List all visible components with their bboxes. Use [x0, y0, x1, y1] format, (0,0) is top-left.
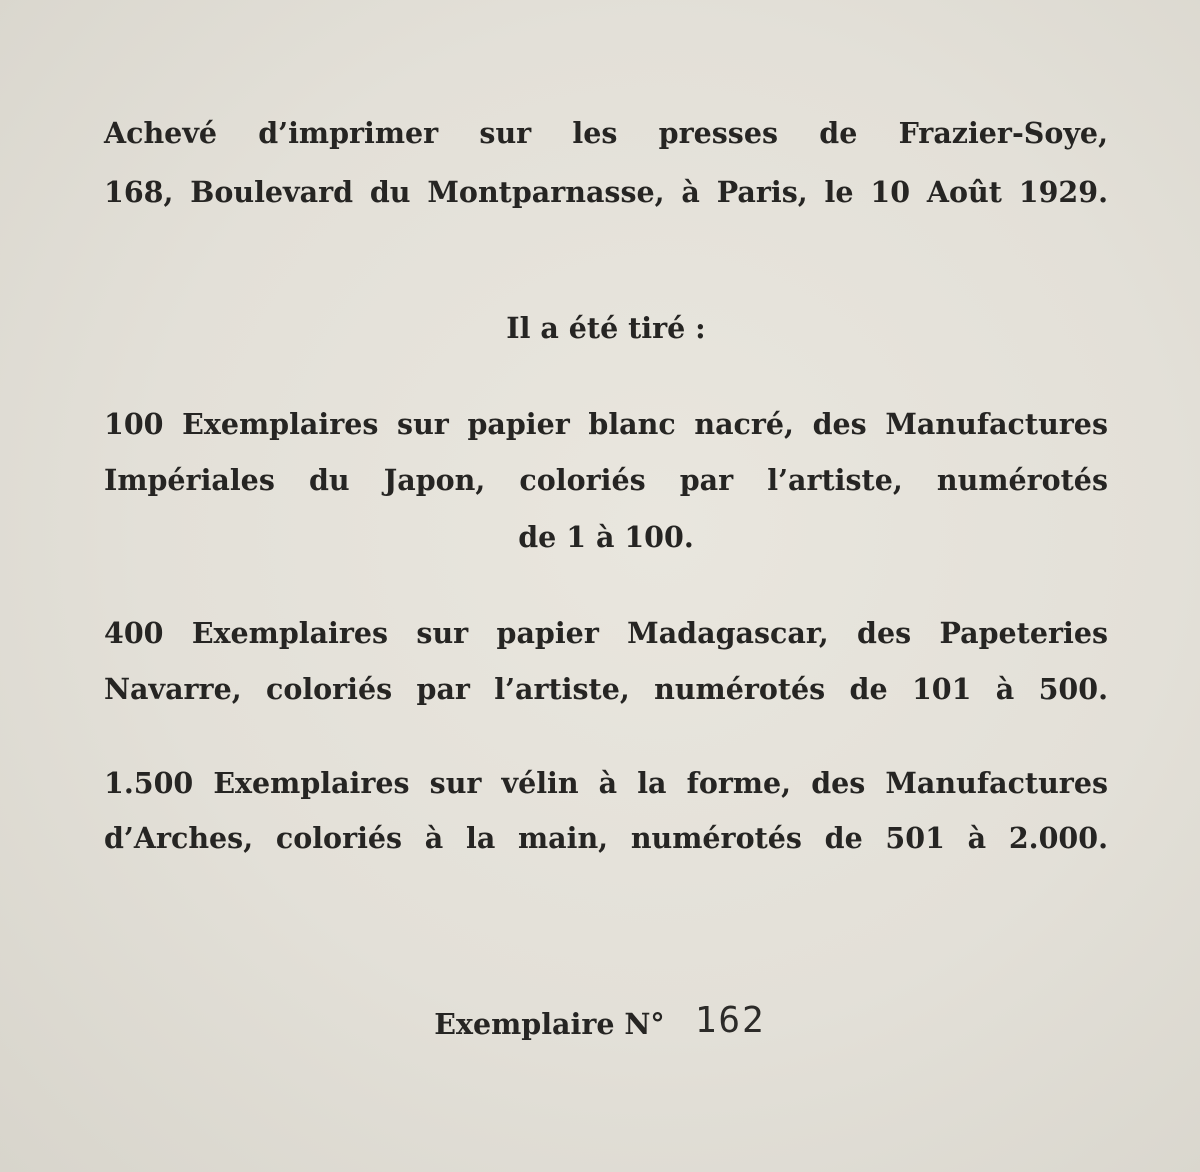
- copy-number-line: [0, 1002, 1200, 1043]
- edition-1-line-2: Impériales du Japon, coloriés par l’artiste, numérotés: [104, 463, 1108, 497]
- edition-2-line-1: 400 Exemplaires sur papier Madagascar, des Papeteries: [104, 616, 1108, 650]
- copy-label: Exemplaire N°: [434, 1007, 665, 1041]
- edition-3-line-1: 1.500 Exemplaires sur vélin à la forme, des Manufactures: [104, 766, 1108, 800]
- print-run-heading: Il a été tiré :: [506, 311, 706, 345]
- printer-note-line-2: 168, Boulevard du Montparnasse, à Paris, le 10 Août 1929.: [104, 175, 1108, 209]
- edition-1-line-3: de 1 à 100.: [518, 520, 694, 554]
- printer-note-line-1: Achevé d’imprimer sur les presses de Frazier-Soye,: [104, 116, 1108, 150]
- copy-number: 162: [694, 1000, 766, 1041]
- edition-2-line-2: Navarre, coloriés par l’artiste, numérotés de 101 à 500.: [104, 672, 1108, 706]
- edition-1-line-1: 100 Exemplaires sur papier blanc nacré, des Manufactures: [104, 407, 1108, 441]
- edition-3-line-2: d’Arches, coloriés à la main, numérotés de 501 à 2.000.: [104, 821, 1108, 855]
